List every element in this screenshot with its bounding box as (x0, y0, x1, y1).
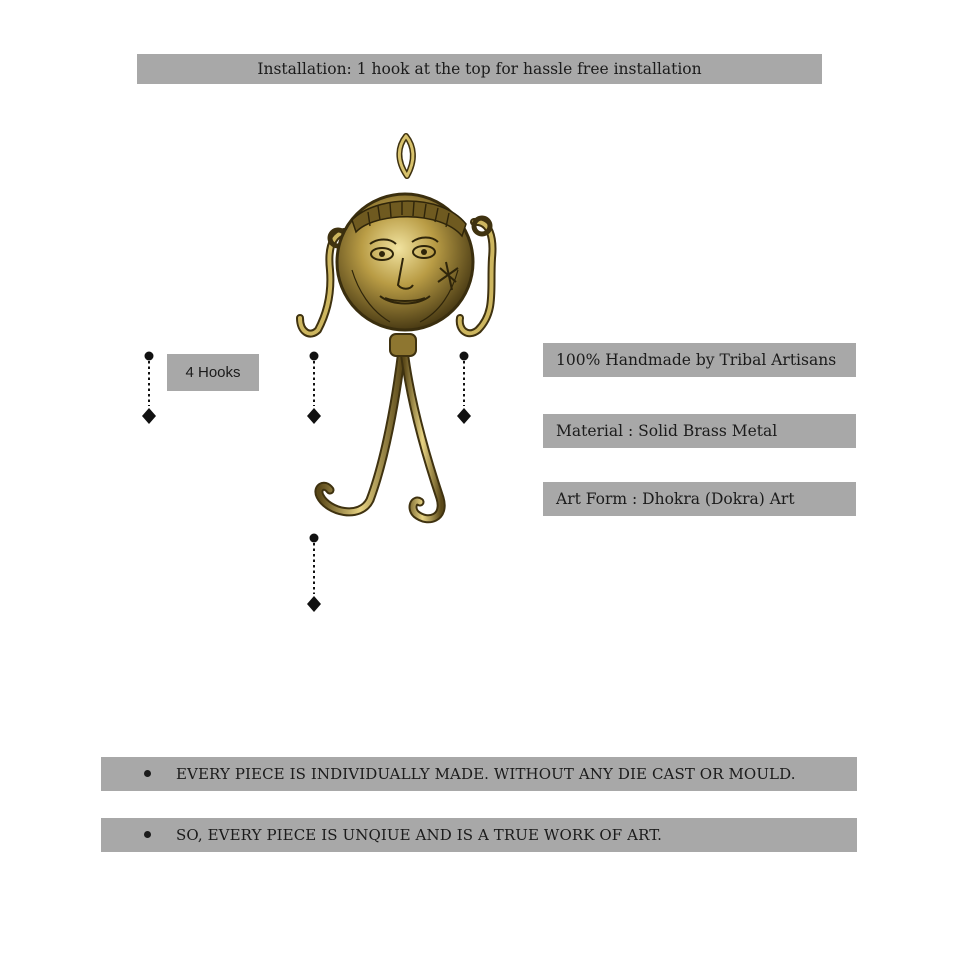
bullet-icon (144, 831, 151, 838)
hook-marker-3 (454, 350, 474, 424)
hooks-label-text: 4 Hooks (185, 364, 241, 381)
hook-marker-4 (304, 532, 324, 612)
note-individually-made (101, 757, 857, 791)
feature-text: 100% Handmade by Tribal Artisans (556, 351, 837, 369)
installation-text: Installation: 1 hook at the top for hassle free installation (257, 60, 702, 78)
note-text: SO, EVERY PIECE IS UNQIUE AND IS A TRUE WORK OF ART. (176, 826, 663, 844)
feature-text: Material : Solid Brass Metal (556, 422, 778, 440)
hook-marker-2 (304, 350, 324, 424)
bullet-icon (144, 770, 151, 777)
hooks-label (167, 354, 259, 391)
note-unique-piece (101, 818, 857, 852)
feature-material (543, 414, 856, 448)
feature-art-form (543, 482, 856, 516)
feature-text: Art Form : Dhokra (Dokra) Art (556, 490, 795, 508)
note-text: EVERY PIECE IS INDIVIDUALLY MADE. WITHOUT ANY DIE CAST OR MOULD. (176, 765, 796, 783)
feature-handmade (543, 343, 856, 377)
hook-marker-1 (139, 350, 159, 424)
